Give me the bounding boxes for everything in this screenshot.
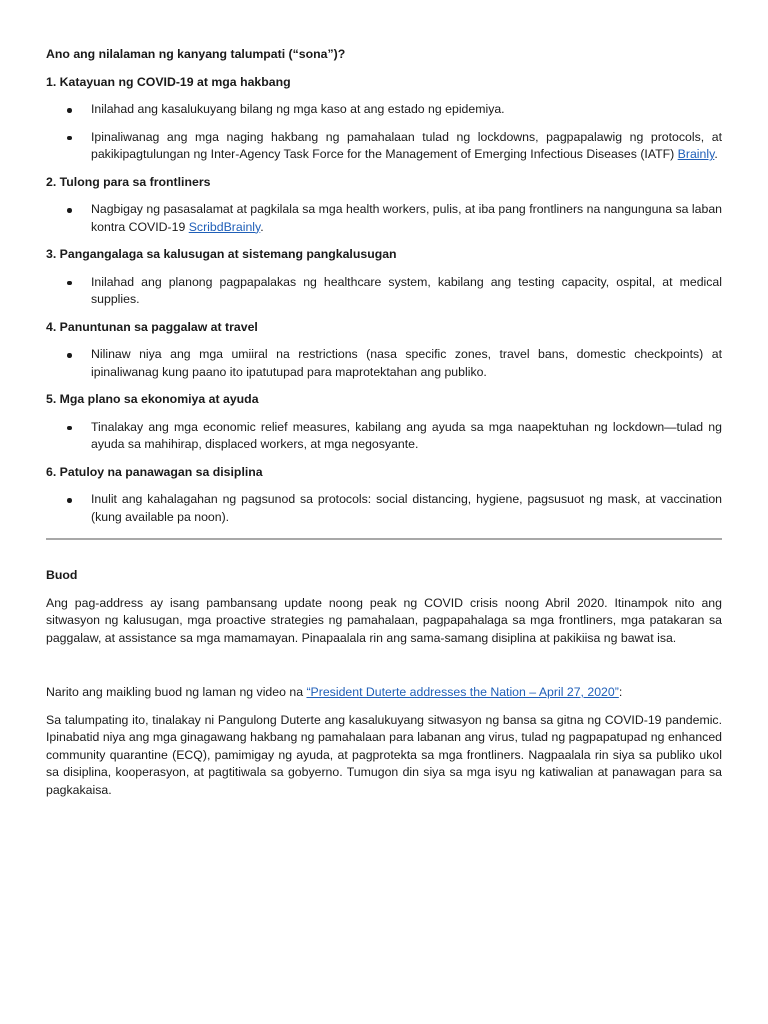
bullet-icon [67, 353, 72, 358]
bullet-icon [67, 426, 72, 431]
list-item-text: Tinalakay ang mga economic relief measures, kabilang ang ayuda sa mga naapektuhan ng lockdown—tulad ng ayuda sa mahihirap, displaced workers, at mga negosyante. [91, 419, 722, 451]
bullet-list [46, 419, 722, 454]
video-intro-suffix: : [618, 685, 623, 699]
list-item [46, 101, 722, 119]
bullet-list [46, 201, 722, 236]
bullet-icon [67, 208, 72, 213]
list-item [46, 419, 722, 454]
list-item-text: Nagbigay ng pasasalamat at pagkilala sa mga health workers, pulis, at iba pang frontliners na nangunguna sa laban kontra COVID-19 [91, 202, 722, 234]
source-link-brainly[interactable]: Brainly [677, 147, 715, 161]
section-heading-frontliners: 2. Tulong para sa frontliners [46, 174, 211, 189]
bullet-list [46, 491, 722, 526]
video-intro-prefix: Narito ang maikling buod ng laman ng video na [46, 685, 307, 699]
bullet-icon [67, 281, 72, 286]
section-heading-economy: 5. Mga plano sa ekonomiya at ayuda [46, 392, 259, 406]
list-item-text: Inilahad ang kasalukuyang bilang ng mga kaso at ang estado ng epidemiya. [91, 102, 505, 116]
list-item [46, 491, 722, 526]
video-intro-paragraph [46, 684, 722, 702]
video-summary-paragraph: Sa talumpating ito, tinalakay ni Pangulong Duterte ang kasalukuyang sitwasyon ng bansa sa gitna ng COVID-19 pandemic. Ipinabatid niya ang mga ginagawang hakbang ng pamahalaan para labanan ang virus, tulad ng pagpapatupad ng enhanced community quarantine (ECQ), pamimigay ng ayuda, at pagprotekta sa mga frontliners. Nagpaalala rin siya sa publiko ukol sa disiplina, kooperasyon, at pagtitiwala sa gobyerno. Tumugon din siya sa mga isyu ng katiwalian at panawagan para sa pagkakaisa. [46, 712, 722, 797]
bullet-icon [67, 498, 72, 503]
list-item-text: Ipinaliwanag ang mga naging hakbang ng pamahalaan tulad ng lockdowns, pagpapalawig ng protocols, at pakikipagtulungan ng Inter-Agency Task Force for the Management of Emerging Infectious Diseases (IATF) [91, 129, 722, 161]
list-item-text: Inilahad ang planong pagpapalakas ng healthcare system, kabilang ang testing capacity, ospital, at medical supplies. [91, 274, 722, 306]
list-item-text: Nilinaw niya ang mga umiiral na restrictions (nasa specific zones, travel bans, domestic checkpoints) at ipinaliwanag kung paano ito ipatutupad para maprotektahan ang publiko. [91, 347, 722, 379]
question-heading: Ano ang nilalaman ng kanyang talumpati (“sona”)? [46, 47, 346, 61]
list-item [46, 129, 722, 164]
bullet-list [46, 101, 722, 164]
bullet-list [46, 274, 722, 309]
list-item [46, 201, 722, 236]
summary-paragraph: Ang pag-address ay isang pambansang update noong peak ng COVID crisis noong Abril 2020. Itinampok nito ang sitwasyon ng kalusugan, mga proactive strategies ng pamahalaan, pagpapahalaga sa mga frontliners, mga patakaran sa paggalaw, at assistance sa mga mamamayan. Pinapaalala rin ang sama-samang disiplina at pakikiisa ng bawat isa. [46, 595, 722, 645]
video-link[interactable]: “President Duterte addresses the Nation – April 27, 2020” [306, 685, 619, 699]
section-heading-travel: 4. Panuntunan sa paggalaw at travel [46, 319, 258, 334]
section-heading-healthcare: 3. Pangangalaga sa kalusugan at sistemang pangkalusugan [46, 247, 397, 261]
list-item-tail: . [714, 147, 718, 161]
summary-heading: Buod [46, 568, 78, 582]
bullet-icon [67, 108, 72, 113]
list-item-text: Inulit ang kahalagahan ng pagsunod sa protocols: social distancing, hygiene, pagsusuot ng mask, at vaccination (kung available pa noon). [91, 492, 722, 524]
list-item-tail: . [260, 219, 264, 234]
bullet-icon [67, 136, 72, 141]
section-heading-covid-status: 1. Katayuan ng COVID-19 at mga hakbang [46, 74, 291, 89]
section-heading-discipline: 6. Patuloy na panawagan sa disiplina [46, 464, 263, 479]
bullet-list [46, 346, 722, 381]
source-link-scribd-brainly[interactable]: ScribdBrainly [188, 219, 261, 234]
horizontal-divider [46, 538, 722, 540]
list-item [46, 274, 722, 309]
list-item [46, 346, 722, 381]
